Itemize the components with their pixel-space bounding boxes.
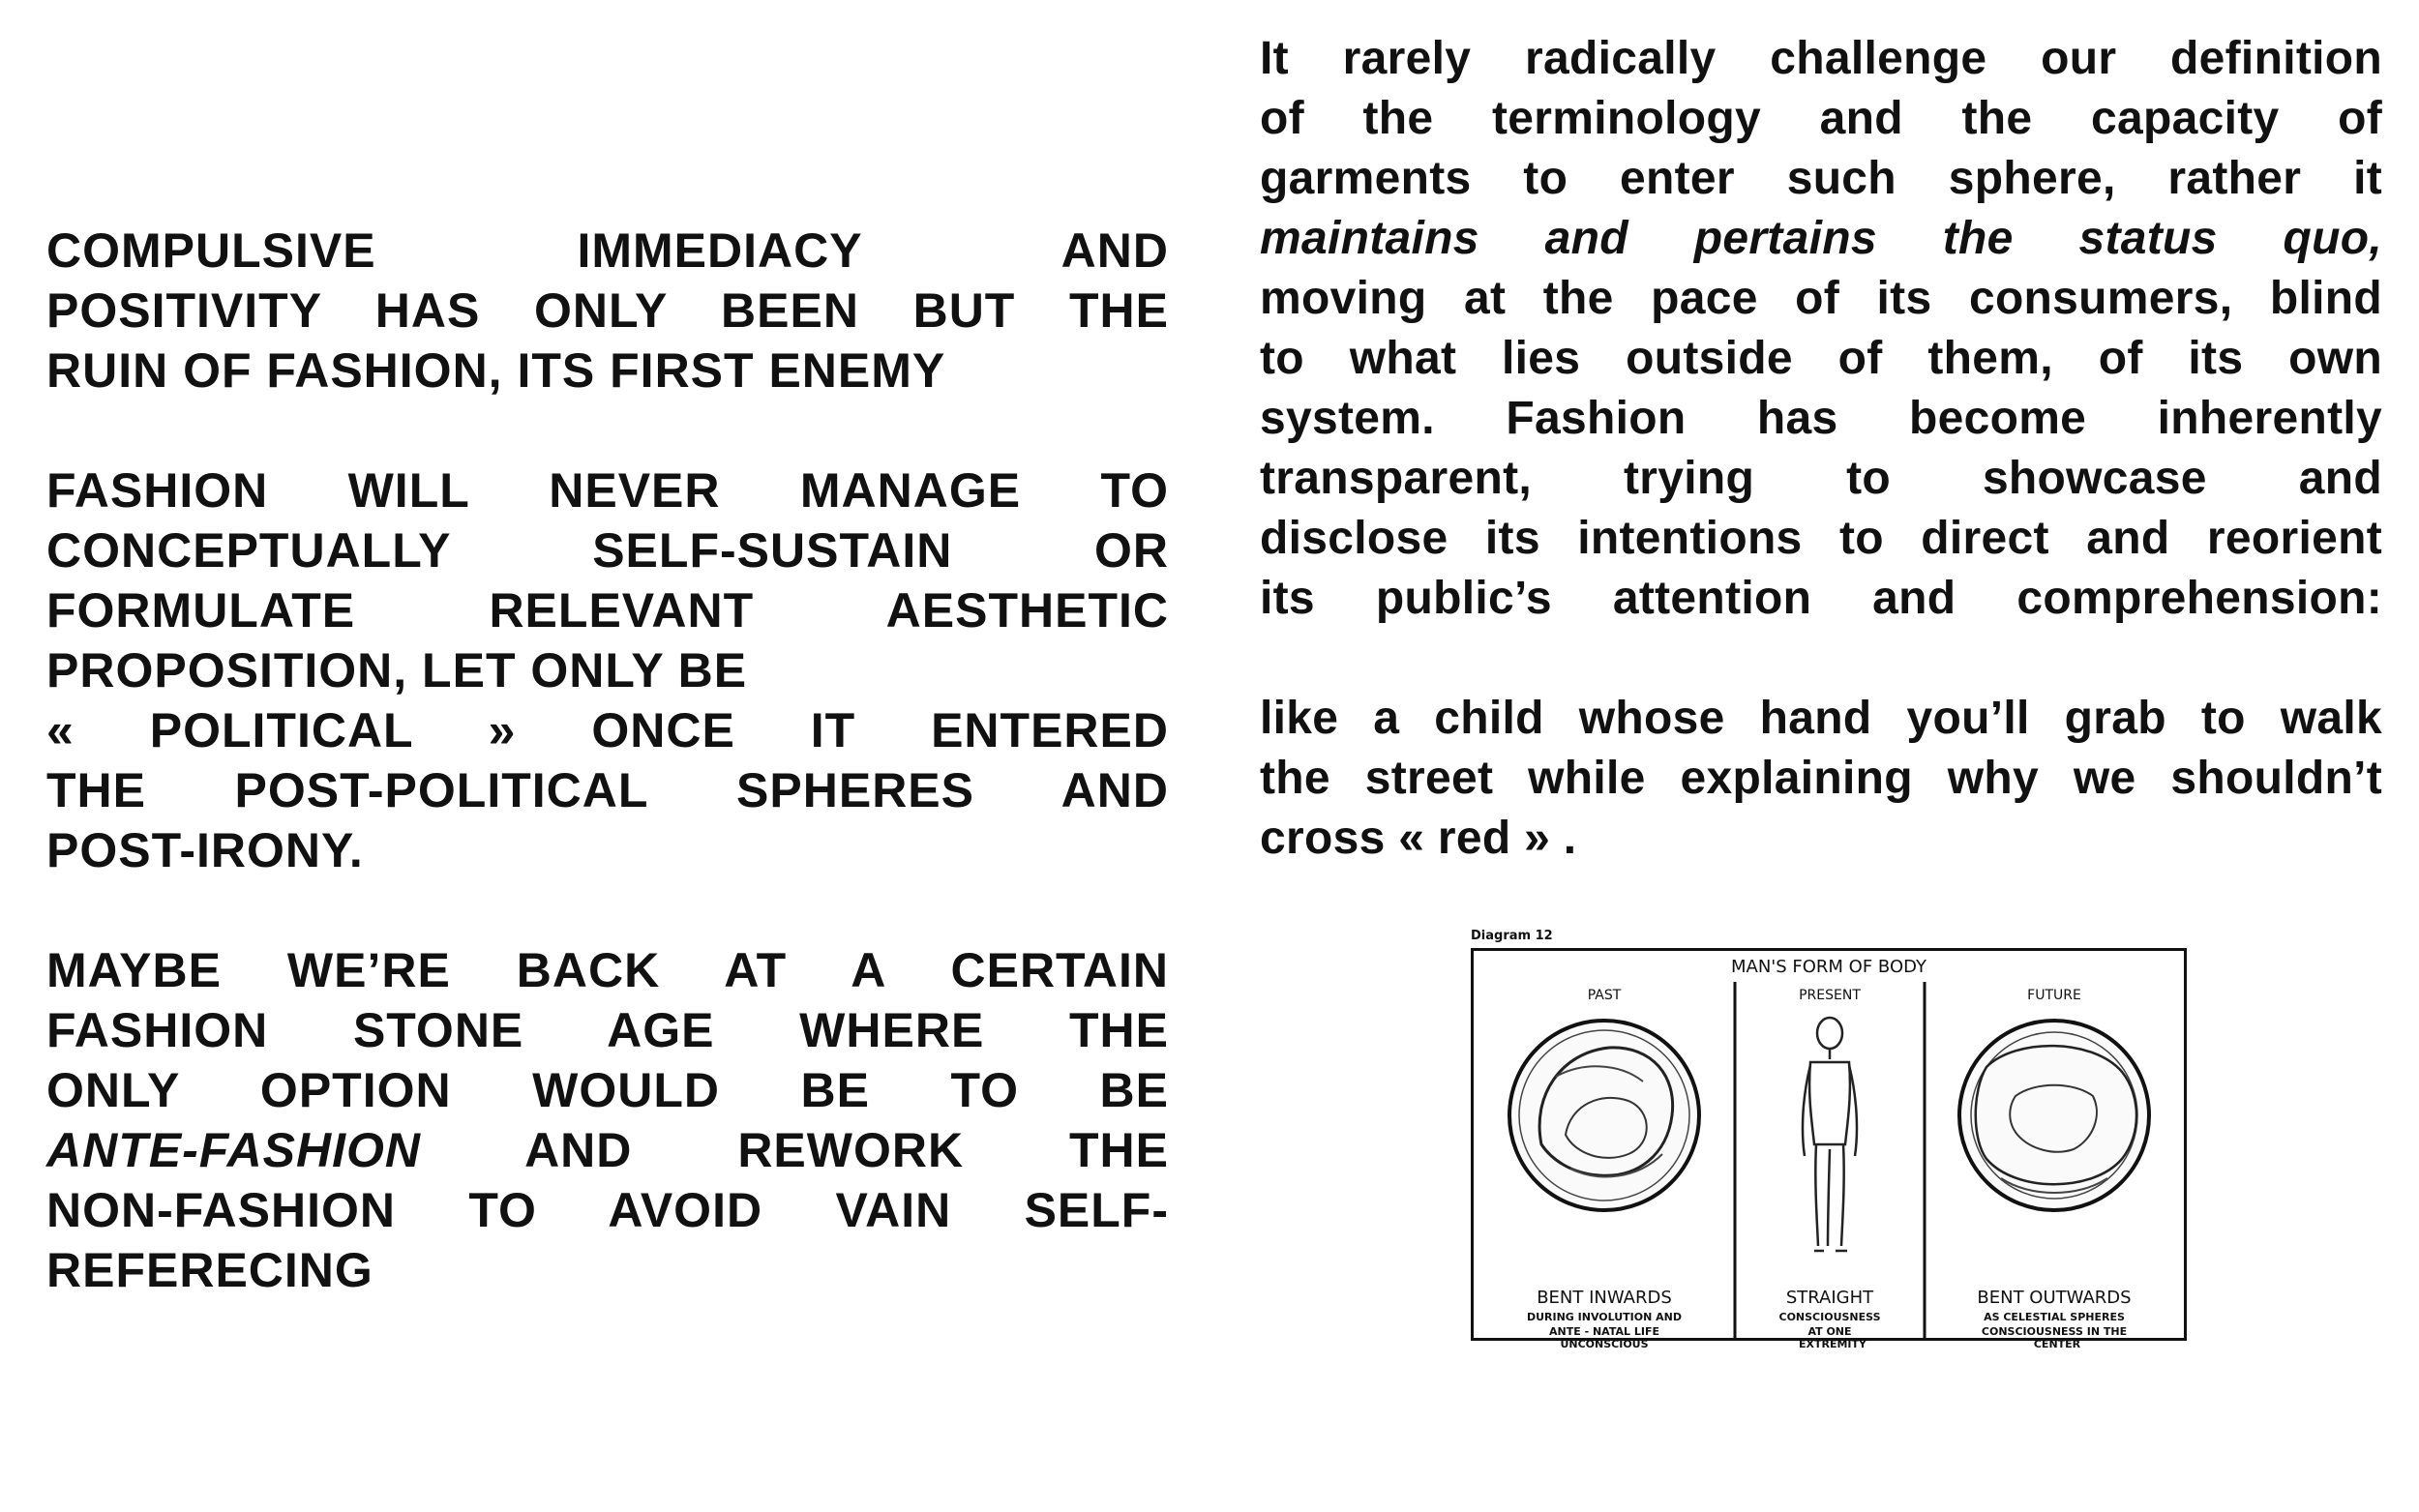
italic-line: maintains and pertains the status quo, [1260,213,2382,264]
text-line: CONCEPTUALLY SELF-SUSTAIN OR [46,523,1169,578]
diagram-figure [1471,929,2187,1374]
panel-header-future: FUTURE [2027,988,2081,1003]
diagram-third-sublines [1471,1338,2187,1373]
outward-figure-illustration [1959,1021,2149,1210]
diagram-title: MAN'S FORM OF BODY [1731,957,1926,977]
subcaption-past: ANTE - NATAL LIFE [1549,1325,1659,1338]
manifesto-paragraph-1 [46,221,1169,400]
panel-header-past: PAST [1587,988,1622,1003]
caption-future: BENT OUTWARDS [1977,1288,2132,1308]
text-line: cross « red » . [1260,813,1577,864]
text-line: to what lies outside of them, of its own [1260,333,2382,384]
panel-header-present: PRESENT [1799,988,1861,1003]
subcaption-future: CONSCIOUSNESS IN THE [1981,1325,2128,1338]
text-line: MAYBE WE’RE BACK AT A CERTAIN [46,943,1169,997]
subcaption-future: AS CELESTIAL SPHERES [1984,1311,2125,1323]
text-line [46,1120,1169,1180]
text-line: « POLITICAL » ONCE IT ENTERED [46,703,1169,757]
caption-past: BENT INWARDS [1537,1288,1672,1308]
text-line: FORMULATE RELEVANT AESTHETIC [46,583,1169,637]
text-line: FASHION WILL NEVER MANAGE TO [46,463,1169,518]
text-line: RUIN OF FASHION, ITS FIRST ENEMY [46,343,946,398]
text-line: It rarely radically challenge our definition [1260,33,2382,84]
text-line: the street while explaining why we shouldn’t [1260,753,2382,804]
left-column [46,221,1169,1300]
subcaption-present: EXTREMITY [1799,1338,1867,1350]
essay-paragraph-2 [1260,689,2382,869]
diagram-tag: Diagram 12 [1471,929,1553,943]
fetal-figure-illustration [1509,1021,1699,1210]
text-line: like a child whose hand you’ll grab to walk [1260,693,2382,744]
text-line: THE POST-POLITICAL SPHERES AND [46,763,1169,817]
diagram-drawing [1474,951,2184,1338]
text-line: its public’s attention and comprehension: [1260,573,2382,624]
text-line: NON-FASHION TO AVOID VAIN SELF- [46,1183,1169,1237]
subcaption-past: UNCONSCIOUS [1560,1338,1649,1350]
text-line: COMPULSIVE IMMEDIACY AND [46,223,1169,278]
manifesto-paragraph-2 [46,460,1169,880]
subcaption-future: CENTER [2033,1338,2081,1350]
text-line: transparent, trying to showcase and [1260,453,2382,504]
standing-figure-illustration [1803,1018,1857,1251]
text-line: moving at the pace of its consumers, blind [1260,273,2382,324]
manifesto-paragraph-3 [46,940,1169,1300]
caption-present: STRAIGHT [1785,1288,1874,1308]
right-column [1260,29,2382,869]
text-fragment: AND REWORK THE [421,1123,1169,1177]
text-line: system. Fashion has become inherently [1260,393,2382,444]
diagram-frame [1471,948,2187,1341]
text-line: POSITIVITY HAS ONLY BEEN BUT THE [46,283,1169,338]
essay-paragraph-1 [1260,29,2382,629]
subcaption-past: DURING INVOLUTION AND [1526,1311,1683,1323]
text-line: FASHION STONE AGE WHERE THE [46,1003,1169,1057]
italic-term: ANTE-FASHION [46,1123,421,1177]
text-line: REFERECING [46,1243,373,1297]
text-line: of the terminology and the capacity of [1260,93,2382,144]
text-line: garments to enter such sphere, rather it [1260,153,2382,204]
subcaption-present: AT ONE [1807,1325,1852,1338]
text-line: ONLY OPTION WOULD BE TO BE [46,1063,1169,1117]
subcaption-present: CONSCIOUSNESS [1778,1311,1881,1323]
text-line: POST-IRONY. [46,823,364,877]
text-line: disclose its intentions to direct and reorient [1260,513,2382,564]
text-line: PROPOSITION, LET ONLY BE [46,643,748,697]
